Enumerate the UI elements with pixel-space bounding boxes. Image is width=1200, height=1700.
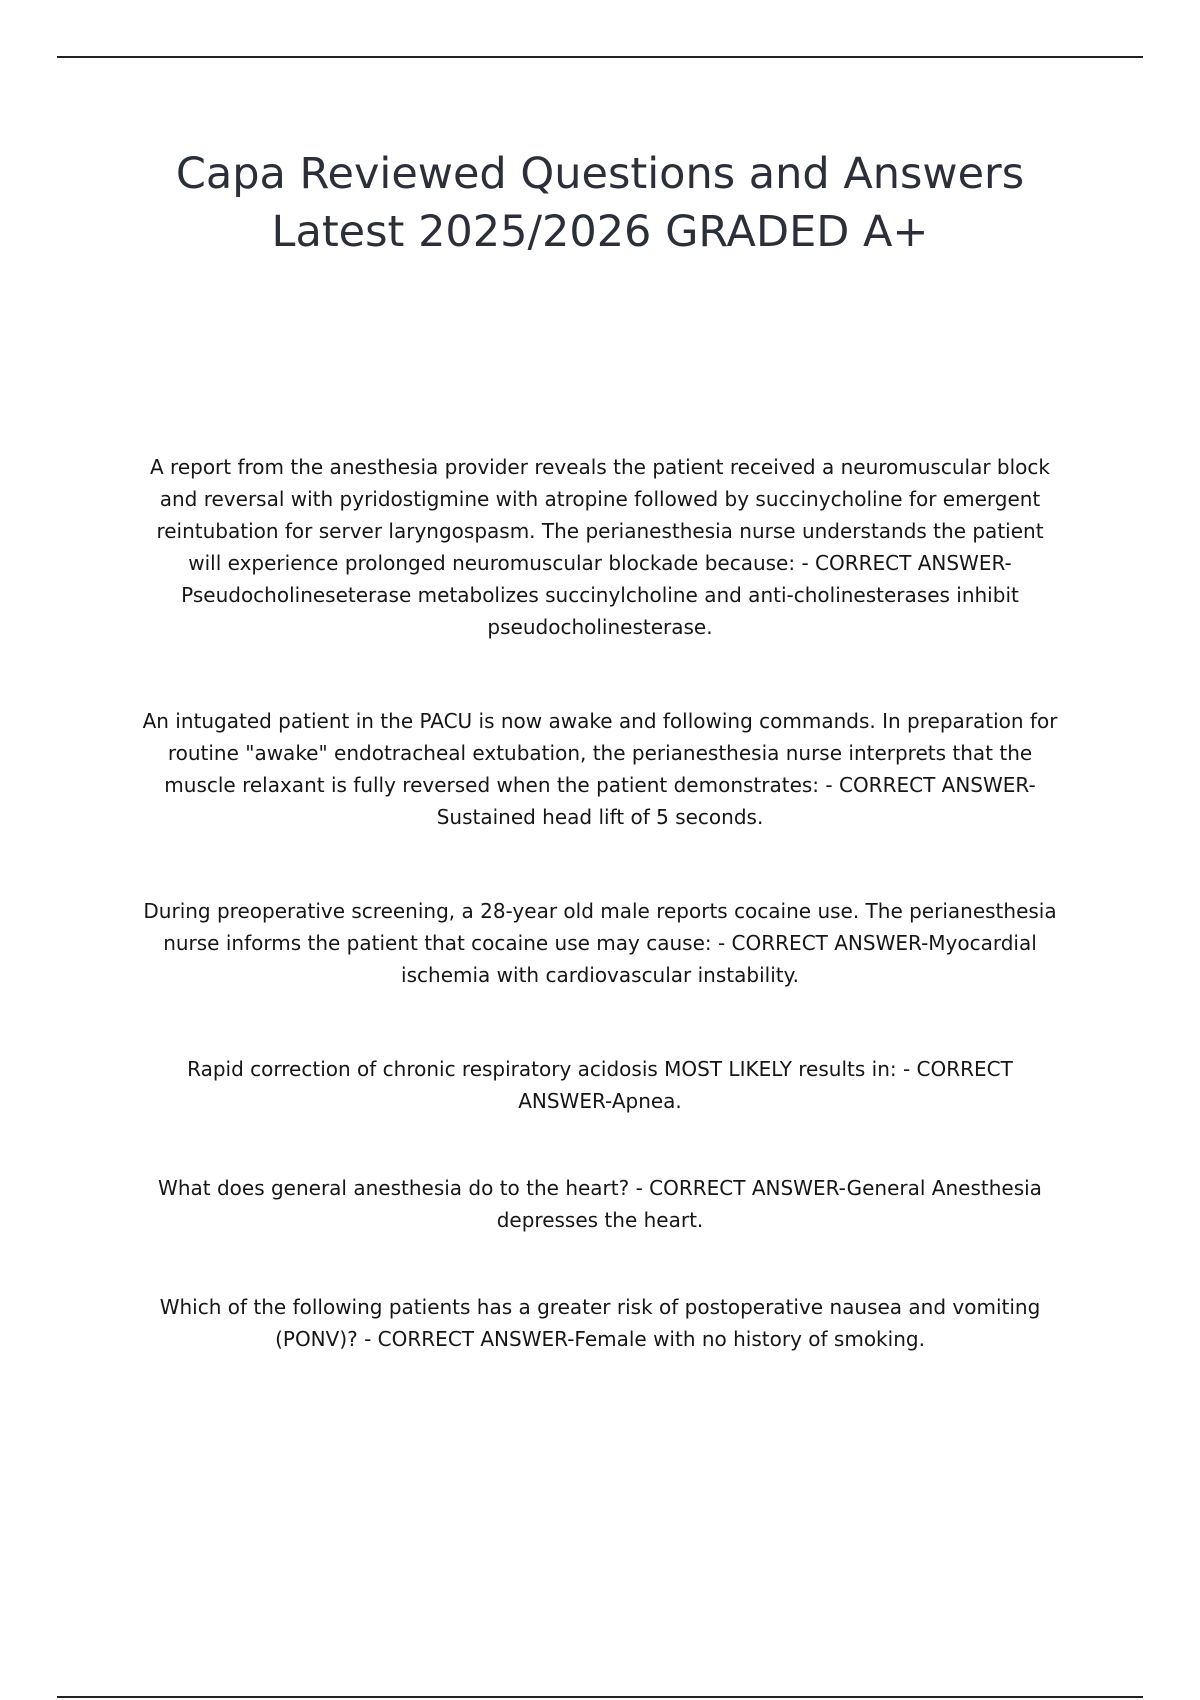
qa-item-5: What does general anesthesia do to the heart? - CORRECT ANSWER-General Anesthesia depresses the heart. — [158, 1176, 1042, 1232]
document-title-line-1: Capa Reviewed Questions and Answers — [175, 149, 1025, 199]
qa-list — [140, 451, 1060, 1355]
bottom-rule — [57, 1696, 1143, 1698]
qa-item-2: An intugated patient in the PACU is now awake and following commands. In preparation for routine "awake" endotracheal extubation, the perianesthesia nurse interprets that the muscle relaxant is fully reversed when the patient demonstrates: - CORRECT ANSWER-Sustained head lift of 5 seconds. — [142, 709, 1058, 829]
qa-item-4: Rapid correction of chronic respiratory acidosis MOST LIKELY results in: - CORRECT ANSWER-Apnea. — [187, 1057, 1013, 1113]
qa-item-1: A report from the anesthesia provider reveals the patient received a neuromuscular block and reversal with pyridostigmine with atropine followed by succinycholine for emergent reintubation for server laryngospasm. The perianesthesia nurse understands the patient will experience prolonged neuromuscular blockade because: - CORRECT ANSWER-Pseudocholineseterase metabolizes succinylcholine and anti-cholinesterases inhibit pseudocholinesterase. — [150, 455, 1050, 639]
qa-item-3: During preoperative screening, a 28-year old male reports cocaine use. The perianesthesia nurse informs the patient that cocaine use may cause: - CORRECT ANSWER-Myocardial ischemia with cardiovascular instability. — [143, 899, 1057, 987]
document-title — [120, 145, 1080, 261]
qa-item-6: Which of the following patients has a greater risk of postoperative nausea and vomiting (PONV)? - CORRECT ANSWER-Female with no history of smoking. — [159, 1295, 1041, 1351]
top-rule — [57, 56, 1143, 58]
document-title-line-2: Latest 2025/2026 GRADED A+ — [271, 207, 929, 257]
